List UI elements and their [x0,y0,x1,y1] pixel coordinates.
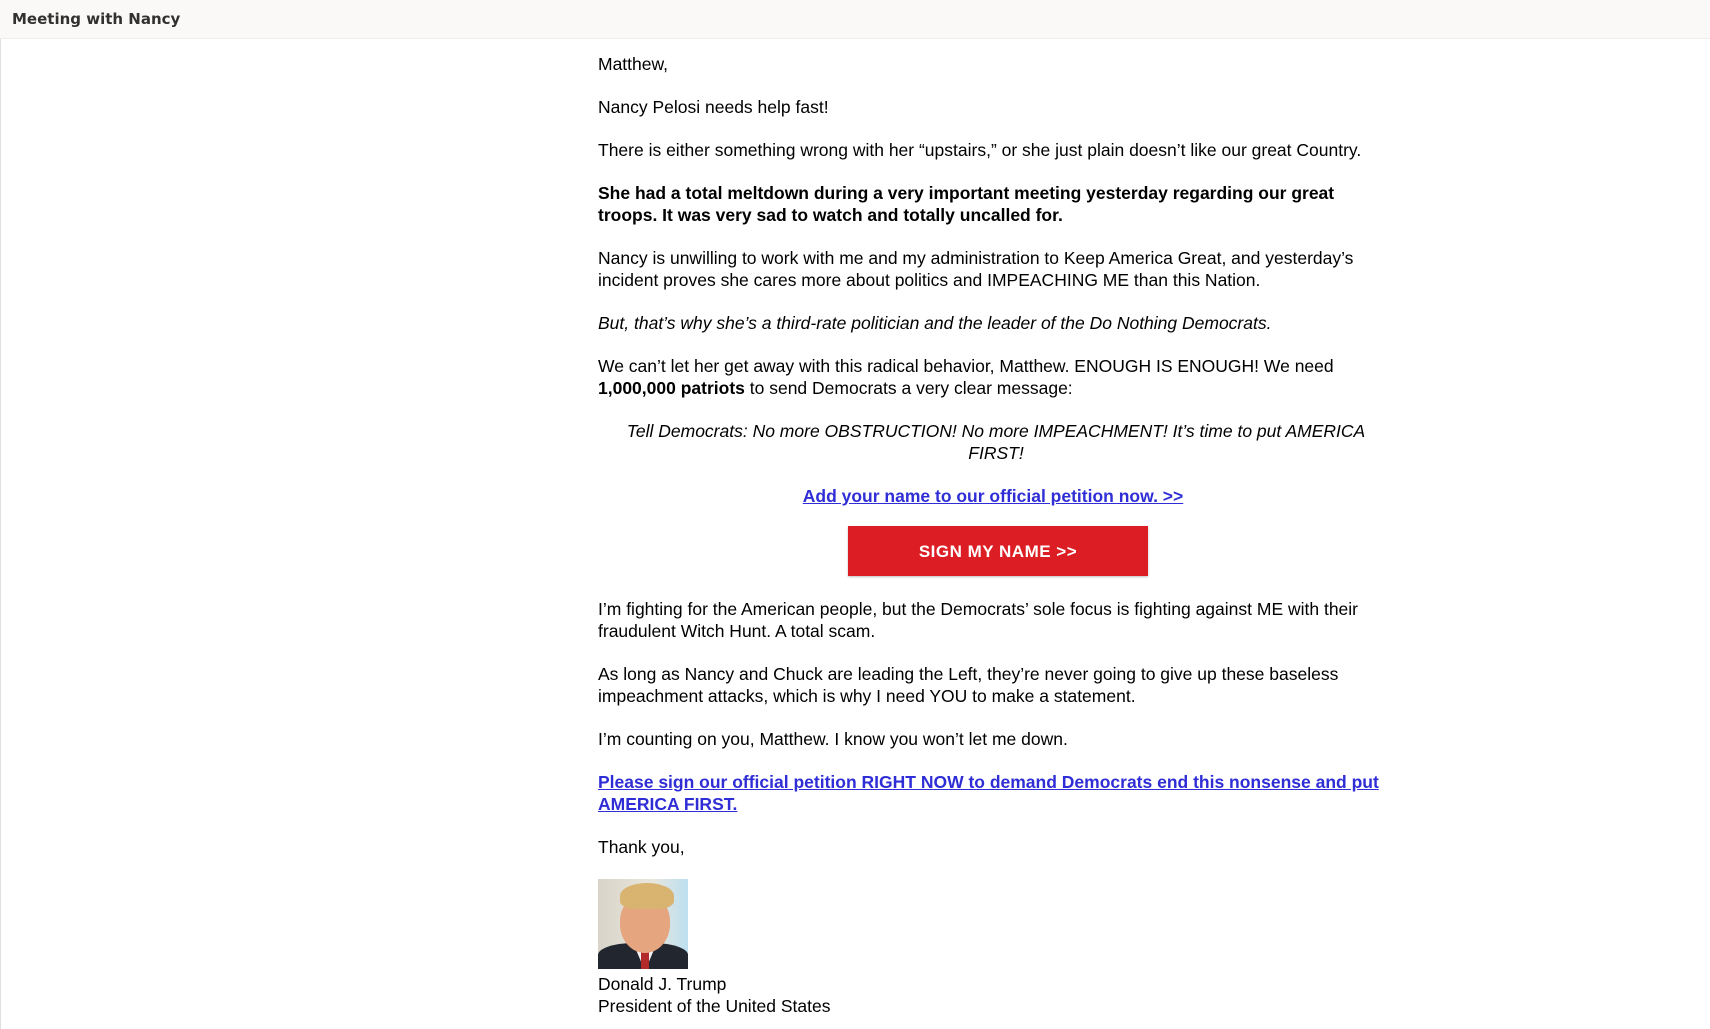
signature-photo [598,879,688,969]
paragraph-7: I’m fighting for the American people, but the Democrats’ sole focus is fighting against ME with their fraudulent Witch Hunt. A total scam. [598,599,1359,641]
signature-title: President of the United States [598,996,831,1016]
paragraph-6-end: to send Democrats a very clear message: [744,378,1073,398]
photo-hair [620,883,674,909]
sign-my-name-button[interactable]: SIGN MY NAME >> [848,526,1148,576]
greeting: Matthew, [598,54,669,74]
paragraph-6-start: We can’t let her get away with this radical behavior, Matthew. ENOUGH IS ENOUGH! We need [598,356,1334,376]
petition-link[interactable]: Add your name to our official petition now. >> [802,486,1184,506]
paragraph-2: There is either something wrong with her “upstairs,” or she just plain doesn’t like our great Country. [598,140,1362,160]
signature-block [598,973,1388,1017]
petition-link-row [598,485,1388,507]
paragraph-8: As long as Nancy and Chuck are leading the Left, they’re never going to give up these baseless impeachment attacks, which is why I need YOU to make a statement. [598,664,1339,706]
paragraph-1: Nancy Pelosi needs help fast! [598,97,829,117]
paragraph-4: Nancy is unwilling to work with me and my administration to Keep America Great, and yesterday’s incident proves she cares more about politics and IMPEACHING ME than this Nation. [598,248,1354,290]
paragraph-3-bold: She had a total meltdown during a very important meeting yesterday regarding our great troops. It was very sad to watch and totally uncalled for. [598,183,1335,225]
paragraph-9: I’m counting on you, Matthew. I know you won’t let me down. [598,729,1068,749]
title-bar [0,0,1710,39]
closing: Thank you, [598,837,685,857]
petition-link-2-row [598,771,1388,815]
petition-link-2[interactable]: Please sign our official petition RIGHT NOW to demand Democrats end this nonsense and put AMERICA FIRST. [598,772,1379,814]
paragraph-6 [598,355,1388,399]
email-body [598,53,1388,1017]
cta-container [598,526,1388,576]
patriots-count: 1,000,000 patriots [598,378,745,398]
paragraph-5-italic: But, that’s why she’s a third-rate politician and the leader of the Do Nothing Democrats. [598,313,1272,333]
signature-name: Donald J. Trump [598,974,727,994]
email-subject: Meeting with Nancy [12,10,181,28]
quote: Tell Democrats: No more OBSTRUCTION! No more IMPEACHMENT! It’s time to put AMERICA FIRST! [626,421,1366,463]
reading-pane[interactable] [0,39,1710,1029]
